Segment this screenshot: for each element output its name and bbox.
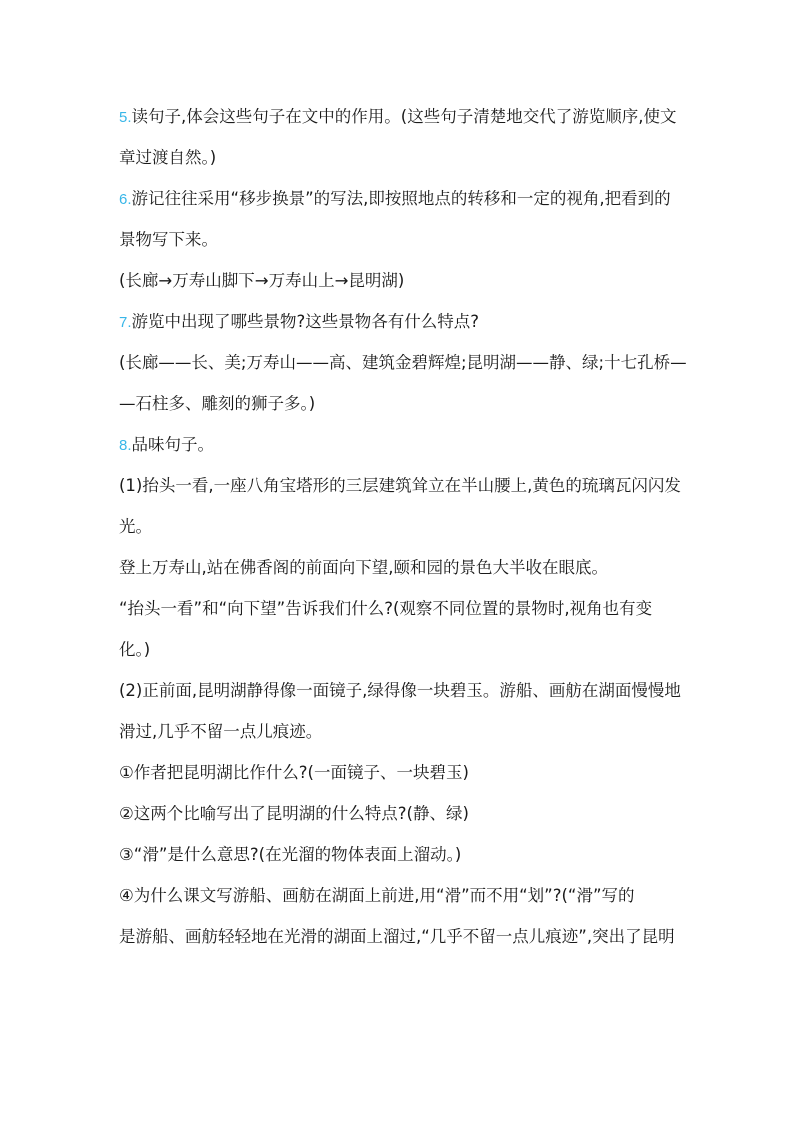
- document-body: [119, 104, 689, 965]
- line-text: 品味句子。: [131, 435, 215, 454]
- line-text: 登上万寿山,站在佛香阁的前面向下望,颐和园的景色大半收在眼底。: [119, 558, 608, 577]
- line-text: 是游船、画舫轻轻地在光滑的湖面上溜过,“几乎不留一点儿痕迹”,突出了昆明: [119, 927, 675, 946]
- question-6-answer: [119, 268, 689, 309]
- line-text: (长廊→万寿山脚下→万寿山上→昆明湖): [119, 271, 405, 290]
- question-8-line-1: [119, 432, 689, 473]
- question-number: 5.: [119, 109, 132, 126]
- sub-question-4-line-1: [119, 883, 689, 924]
- sentence-1-question-1: [119, 596, 689, 637]
- question-number: 7.: [119, 314, 132, 331]
- line-text: 游记往往采用“移步换景”的写法,即按照地点的转移和一定的视角,把看到的: [131, 189, 671, 208]
- line-text: ④为什么课文写游船、画舫在湖面上前进,用“滑”而不用“划”?(“滑”写的: [119, 886, 635, 905]
- sentence-2-line-2: [119, 719, 689, 760]
- question-7-answer-1: [119, 350, 689, 391]
- line-text: “抬头一看”和“向下望”告诉我们什么?(观察不同位置的景物时,视角也有变: [119, 599, 653, 618]
- line-text: 章过渡自然。): [119, 148, 217, 167]
- sentence-1-question-2: [119, 637, 689, 678]
- sub-question-2: [119, 801, 689, 842]
- line-text: ①作者把昆明湖比作什么?(一面镜子、一块碧玉): [119, 763, 469, 782]
- question-5-line-2: [119, 145, 689, 186]
- sentence-1-line-1: [119, 473, 689, 514]
- sub-question-4-line-2: [119, 924, 689, 965]
- line-text: 游览中出现了哪些景物?这些景物各有什么特点?: [131, 312, 480, 331]
- line-text: (长廊——长、美;万寿山——高、建筑金碧辉煌;昆明湖——静、绿;十七孔桥—: [119, 353, 687, 372]
- sentence-1-line-3: [119, 555, 689, 596]
- line-text: 滑过,几乎不留一点儿痕迹。: [119, 722, 323, 741]
- question-number: 6.: [119, 191, 132, 208]
- question-6-line-1: [119, 186, 689, 227]
- line-text: 光。: [119, 517, 152, 536]
- line-text: 化。): [119, 640, 151, 659]
- line-text: ③“滑”是什么意思?(在光溜的物体表面上溜动。): [119, 845, 462, 864]
- question-7-line-1: [119, 309, 689, 350]
- line-text: (2)正前面,昆明湖静得像一面镜子,绿得像一块碧玉。游船、画舫在湖面慢慢地: [119, 681, 681, 700]
- line-text: —石柱多、雕刻的狮子多。): [119, 394, 316, 413]
- line-text: ②这两个比喻写出了昆明湖的什么特点?(静、绿): [119, 804, 469, 823]
- sentence-1-line-2: [119, 514, 689, 555]
- sub-question-3: [119, 842, 689, 883]
- line-text: 读句子,体会这些句子在文中的作用。(这些句子清楚地交代了游览顺序,使文: [131, 107, 677, 126]
- sentence-2-line-1: [119, 678, 689, 719]
- sub-question-1: [119, 760, 689, 801]
- question-7-answer-2: [119, 391, 689, 432]
- question-5-line-1: [119, 104, 689, 145]
- line-text: (1)抬头一看,一座八角宝塔形的三层建筑耸立在半山腰上,黄色的琉璃瓦闪闪发: [119, 476, 681, 495]
- question-number: 8.: [119, 437, 132, 454]
- line-text: 景物写下来。: [119, 230, 218, 249]
- question-6-line-2: [119, 227, 689, 268]
